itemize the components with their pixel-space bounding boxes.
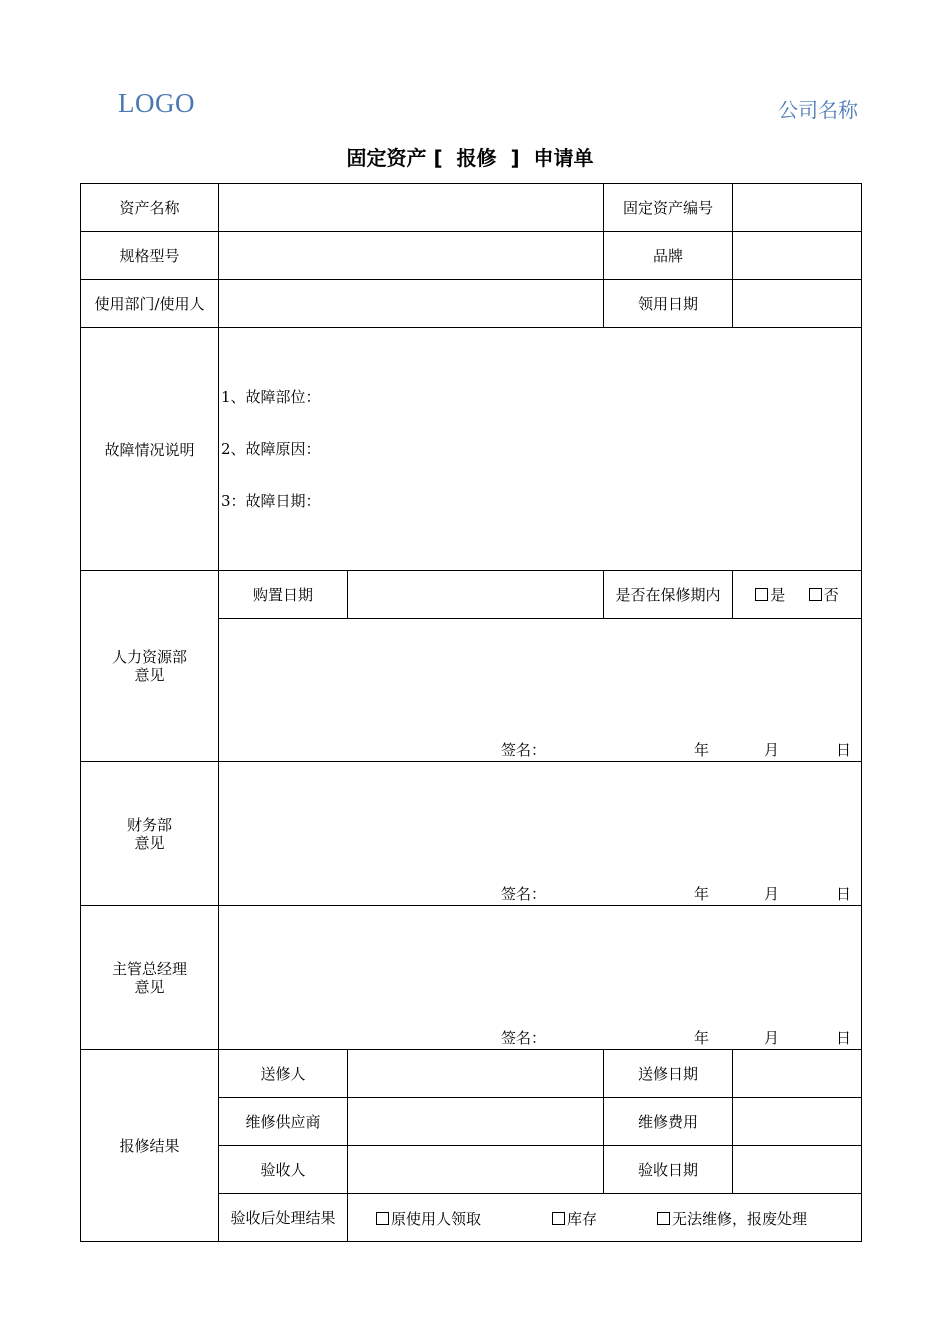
day-label: 日 bbox=[836, 1029, 852, 1047]
month-label: 月 bbox=[764, 1029, 780, 1047]
finance-opinion-field[interactable] bbox=[219, 762, 862, 906]
title-bracket-open: [ bbox=[433, 146, 443, 170]
repair-cost-label: 维修费用 bbox=[604, 1098, 733, 1146]
year-label: 年 bbox=[694, 741, 710, 759]
brand-field[interactable] bbox=[733, 232, 862, 280]
month-label: 月 bbox=[764, 741, 780, 759]
purchase-date-field[interactable] bbox=[348, 571, 604, 619]
asset-code-label: 固定资产编号 bbox=[604, 184, 733, 232]
signature-label: 签名： bbox=[501, 885, 547, 903]
signature-label: 签名： bbox=[501, 741, 547, 759]
acceptor-field[interactable] bbox=[348, 1146, 604, 1194]
fault-date-line: 3：故障日期： bbox=[221, 492, 321, 510]
asset-name-field[interactable] bbox=[219, 184, 604, 232]
brand-label: 品牌 bbox=[604, 232, 733, 280]
warranty-yes-checkbox[interactable]: 是 bbox=[755, 586, 785, 604]
supplier-label: 维修供应商 bbox=[219, 1098, 348, 1146]
year-label: 年 bbox=[694, 885, 710, 903]
month-label: 月 bbox=[764, 885, 780, 903]
fault-cause-line: 2、故障原因： bbox=[221, 440, 321, 458]
supplier-field[interactable] bbox=[348, 1098, 604, 1146]
send-date-label: 送修日期 bbox=[604, 1050, 733, 1098]
fault-description-label: 故障情况说明 bbox=[81, 328, 219, 571]
warranty-options bbox=[733, 571, 862, 619]
checkbox-icon bbox=[755, 588, 768, 601]
accept-date-field[interactable] bbox=[733, 1146, 862, 1194]
option-return-to-user-checkbox[interactable]: 原使用人领取 bbox=[376, 1208, 481, 1229]
warranty-no-checkbox[interactable]: 否 bbox=[809, 586, 839, 604]
gm-opinion-label: 主管总经理 意见 bbox=[81, 906, 219, 1050]
title-prefix: 固定资产 bbox=[346, 146, 427, 170]
hr-opinion-field[interactable] bbox=[219, 619, 862, 762]
sender-label: 送修人 bbox=[219, 1050, 348, 1098]
form-title bbox=[0, 142, 940, 171]
receive-date-label: 领用日期 bbox=[604, 280, 733, 328]
spec-model-label: 规格型号 bbox=[81, 232, 219, 280]
send-date-field[interactable] bbox=[733, 1050, 862, 1098]
fault-location-line: 1、故障部位： bbox=[221, 388, 321, 406]
asset-name-label: 资产名称 bbox=[81, 184, 219, 232]
asset-code-field[interactable] bbox=[733, 184, 862, 232]
repair-result-label: 报修结果 bbox=[81, 1050, 219, 1242]
logo: LOGO bbox=[118, 88, 195, 118]
repair-application-form bbox=[80, 183, 862, 1242]
acceptor-label: 验收人 bbox=[219, 1146, 348, 1194]
signature-line bbox=[219, 883, 861, 905]
hr-opinion-label: 人力资源部 意见 bbox=[81, 571, 219, 762]
accept-date-label: 验收日期 bbox=[604, 1146, 733, 1194]
post-acceptance-handling-label: 验收后处理结果 bbox=[219, 1194, 348, 1242]
repair-cost-field[interactable] bbox=[733, 1098, 862, 1146]
checkbox-icon bbox=[809, 588, 822, 601]
checkbox-icon bbox=[376, 1212, 389, 1225]
option-scrap-checkbox[interactable]: 无法维修，报废处理 bbox=[657, 1208, 807, 1229]
option-stock-checkbox[interactable]: 库存 bbox=[552, 1208, 597, 1229]
checkbox-icon bbox=[552, 1212, 565, 1225]
fault-description-field[interactable] bbox=[219, 328, 862, 571]
signature-line bbox=[219, 739, 861, 761]
signature-label: 签名： bbox=[501, 1029, 547, 1047]
year-label: 年 bbox=[694, 1029, 710, 1047]
receive-date-field[interactable] bbox=[733, 280, 862, 328]
gm-opinion-field[interactable] bbox=[219, 906, 862, 1050]
day-label: 日 bbox=[836, 741, 852, 759]
purchase-date-label: 购置日期 bbox=[219, 571, 348, 619]
post-acceptance-options bbox=[348, 1194, 862, 1242]
title-suffix: 申请单 bbox=[533, 146, 594, 170]
day-label: 日 bbox=[836, 885, 852, 903]
company-name: 公司名称 bbox=[778, 98, 858, 122]
sender-field[interactable] bbox=[348, 1050, 604, 1098]
checkbox-icon bbox=[657, 1212, 670, 1225]
spec-model-field[interactable] bbox=[219, 232, 604, 280]
title-type: 报修 bbox=[456, 146, 497, 170]
department-user-label: 使用部门/使用人 bbox=[81, 280, 219, 328]
department-user-field[interactable] bbox=[219, 280, 604, 328]
signature-line bbox=[219, 1027, 861, 1049]
finance-opinion-label: 财务部 意见 bbox=[81, 762, 219, 906]
title-bracket-close: ] bbox=[510, 146, 520, 170]
warranty-label: 是否在保修期内 bbox=[604, 571, 733, 619]
